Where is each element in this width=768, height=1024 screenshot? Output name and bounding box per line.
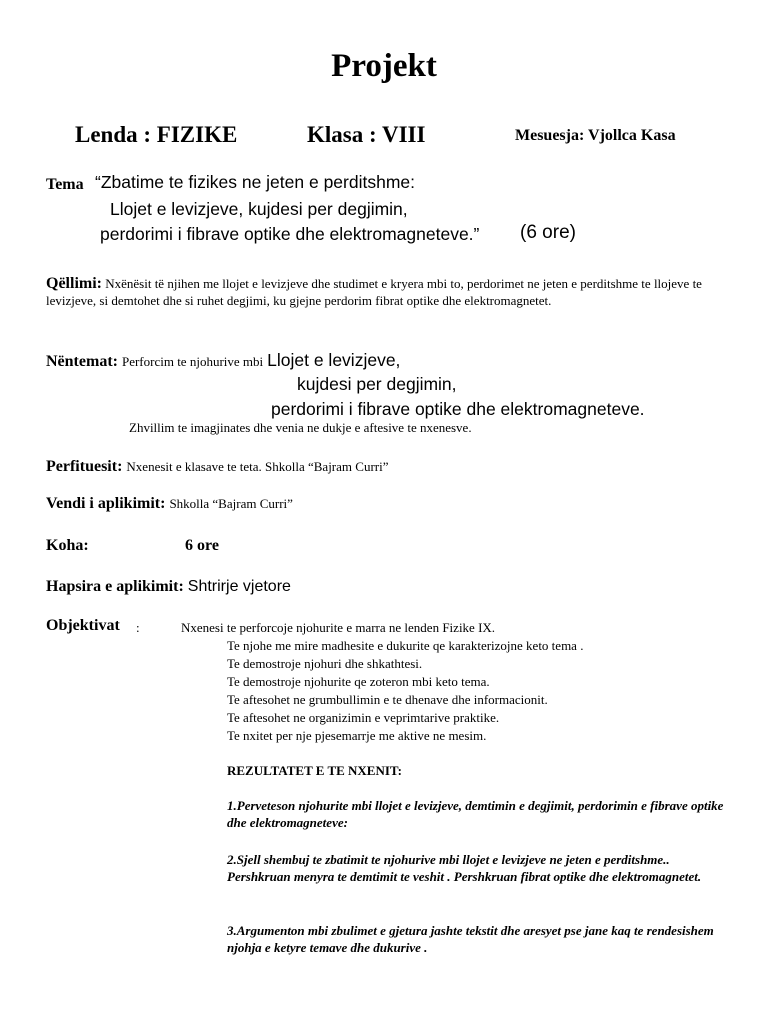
subject-label: Lenda : FIZIKE bbox=[75, 122, 238, 147]
vendi-section bbox=[46, 495, 293, 513]
tema-line-2: Llojet e levizjeve, kujdesi per degjimin, bbox=[110, 199, 408, 219]
tema-hours: (6 ore) bbox=[520, 222, 576, 243]
perfituesit-text: Nxenesit e klasave te teta. Shkolla “Bajram Curri” bbox=[126, 459, 389, 474]
qellimi-section bbox=[46, 275, 726, 309]
objektiv-item: Te demostroje njohurite qe zoteron mbi keto tema. bbox=[227, 674, 490, 689]
nentemat-line-2: kujdesi per degjimin, bbox=[297, 374, 457, 394]
tema-line-3: perdorimi i fibrave optike dhe elektromagneteve.” bbox=[100, 224, 480, 244]
objektiv-item: Te nxitet per nje pjesemarrje me aktive ne mesim. bbox=[227, 728, 487, 743]
koha-label: Koha: bbox=[46, 537, 89, 554]
nentemat-intro: Perforcim te njohurive mbi bbox=[121, 354, 264, 369]
rezultati-3: 3.Argumenton mbi zbulimet e gjetura jashte tekstit dhe aresyet pse jane kaq te rendesishem njohja e ketyre temave dhe dukurive . bbox=[227, 923, 714, 955]
nentemat-section bbox=[46, 350, 400, 371]
hapsira-label: Hapsira e aplikimit: bbox=[46, 578, 184, 595]
koha-text: 6 ore bbox=[185, 537, 219, 554]
hapsira-text: Shtrirje vjetore bbox=[187, 578, 291, 595]
rezultatet-heading: REZULTATET E TE NXENIT: bbox=[227, 763, 402, 778]
rezultati-1: 1.Perveteson njohurite mbi llojet e levizjeve, demtimin e degjimit, perdorimin e fibrave optike dhe elektromagneteve: bbox=[227, 798, 724, 830]
objektivat-first: Nxenesi te perforcoje njohurite e marra ne lenden Fizike IX. bbox=[181, 620, 496, 635]
objektiv-item: Te njohe me mire madhesite e dukurite qe karakterizojne keto tema . bbox=[227, 638, 584, 653]
vendi-label: Vendi i aplikimit: bbox=[46, 495, 166, 512]
qellimi-text: Nxënësit të njihen me llojet e levizjeve dhe studimet e kryera mbi to, perdorimet ne jeten e perditshme te llojeve te levizjeve, si demtohet dhe si ruhet degjimi, ku gjejne perdorim fibrat optike dhe elektromagnetet. bbox=[46, 276, 702, 308]
objektiv-item: Te demostroje njohuri dhe shkathtesi. bbox=[227, 656, 423, 671]
hapsira-section bbox=[46, 578, 291, 596]
teacher-label: Mesuesja: Vjollca Kasa bbox=[515, 127, 676, 144]
nentemat-line-3: perdorimi i fibrave optike dhe elektromagneteve. bbox=[271, 399, 645, 419]
perfituesit-label: Perfituesit: bbox=[46, 458, 123, 475]
class-label: Klasa : VIII bbox=[307, 122, 426, 147]
document-title: Projekt bbox=[331, 48, 437, 84]
nentemat-line-4: Zhvillim te imagjinates dhe venia ne dukje e aftesive te nxenesve. bbox=[129, 420, 472, 435]
objektiv-item: Te aftesohet ne organizimin e veprimtarive praktike. bbox=[227, 710, 500, 725]
tema-label: Tema bbox=[46, 176, 84, 193]
nentemat-label: Nëntemat: bbox=[46, 353, 118, 370]
qellimi-label: Qëllimi: bbox=[46, 275, 102, 292]
objektivat-label: Objektivat bbox=[46, 617, 120, 634]
objektivat-list bbox=[227, 637, 583, 745]
nentemat-line-1: Llojet e levizjeve, bbox=[267, 350, 401, 370]
perfituesit-section bbox=[46, 458, 388, 476]
objektiv-item: Te aftesohet ne grumbullimin e te dhenave dhe informacionit. bbox=[227, 692, 548, 707]
rezultati-2: 2.Sjell shembuj te zbatimit te njohurive mbi llojet e levizjeve ne jeten e perditshme.. Pershkruan menyra te demtimit te veshit . Pershkruan fibrat optike dhe elektromagnetet. bbox=[227, 852, 702, 884]
objektivat-colon: : bbox=[136, 620, 140, 635]
vendi-text: Shkolla “Bajram Curri” bbox=[169, 496, 293, 511]
tema-line-1: “Zbatime te fizikes ne jeten e perditshme: bbox=[95, 172, 416, 192]
